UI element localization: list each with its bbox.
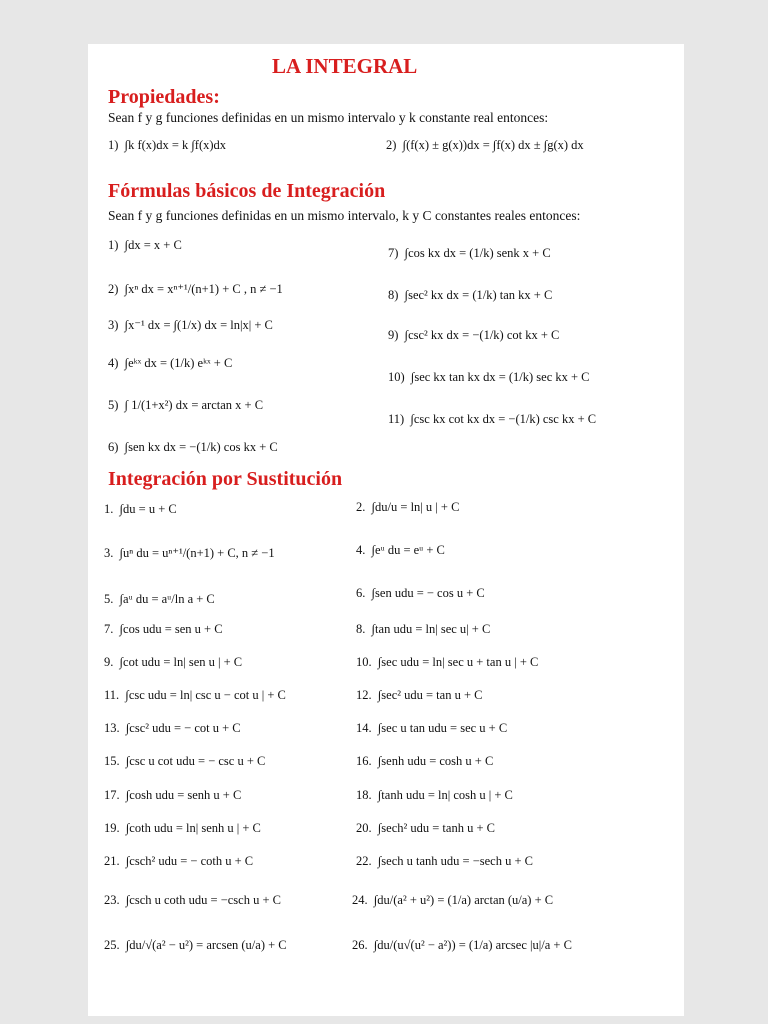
formula-sust-26: 26. ∫du/(u√(u² − a²)) = (1/a) arcsec |u|/a + C <box>352 938 572 952</box>
formula-sust-21: 21. ∫csch² udu = − coth u + C <box>104 854 254 868</box>
formula-sust-12: 12. ∫sec² udu = tan u + C <box>356 688 483 702</box>
formula-sust-19: 19. ∫coth udu = ln| senh u | + C <box>104 821 261 835</box>
formula-sust-10: 10. ∫sec udu = ln| sec u + tan u | + C <box>356 655 539 669</box>
formula-basica-1: 1) ∫dx = x + C <box>108 238 182 252</box>
formula-sust-22: 22. ∫sech u tanh udu = −sech u + C <box>356 854 533 868</box>
formula-sust-8: 8. ∫tan udu = ln| sec u| + C <box>356 622 491 636</box>
formula-sust-13: 13. ∫csc² udu = − cot u + C <box>104 721 241 735</box>
formula-sust-11: 11. ∫csc udu = ln| csc u − cot u | + C <box>104 688 286 702</box>
formula-basica-9: 9) ∫csc² kx dx = −(1/k) cot kx + C <box>388 328 560 342</box>
formula-sust-17: 17. ∫cosh udu = senh u + C <box>104 788 242 802</box>
formula-sust-20: 20. ∫sech² udu = tanh u + C <box>356 821 495 835</box>
intro-formulas-basicas: Sean f y g funciones definidas en un mismo intervalo, k y C constantes reales entonces: <box>108 208 581 223</box>
formula-prop-2: 2) ∫(f(x) ± g(x))dx = ∫f(x) dx ± ∫g(x) dx <box>386 138 584 152</box>
formula-prop-1: 1) ∫k f(x)dx = k ∫f(x)dx <box>108 138 227 152</box>
formula-basica-8: 8) ∫sec² kx dx = (1/k) tan kx + C <box>388 288 553 302</box>
formula-sust-24: 24. ∫du/(a² + u²) = (1/a) arctan (u/a) + C <box>352 893 554 907</box>
formula-basica-7: 7) ∫cos kx dx = (1/k) senk x + C <box>388 246 551 260</box>
formula-basica-3: 3) ∫x⁻¹ dx = ∫(1/x) dx = ln|x| + C <box>108 318 273 332</box>
document-title: LA INTEGRAL <box>272 54 418 78</box>
formula-basica-11: 11) ∫csc kx cot kx dx = −(1/k) csc kx + C <box>388 412 597 426</box>
formula-sust-5: 5. ∫aᵘ du = aᵘ/ln a + C <box>104 592 215 606</box>
formula-sust-18: 18. ∫tanh udu = ln| cosh u | + C <box>356 788 513 802</box>
formula-basica-4: 4) ∫eᵏˣ dx = (1/k) eᵏˣ + C <box>108 356 233 370</box>
formula-sust-4: 4. ∫eᵘ du = eᵘ + C <box>356 543 445 557</box>
formula-sust-6: 6. ∫sen udu = − cos u + C <box>356 586 485 600</box>
formula-sust-9: 9. ∫cot udu = ln| sen u | + C <box>104 655 243 669</box>
formula-sust-14: 14. ∫sec u tan udu = sec u + C <box>356 721 508 735</box>
intro-propiedades: Sean f y g funciones definidas en un mismo intervalo y k constante real entonces: <box>108 110 549 125</box>
formula-sust-23: 23. ∫csch u coth udu = −csch u + C <box>104 893 281 907</box>
formula-sust-2: 2. ∫du/u = ln| u | + C <box>356 500 460 514</box>
formula-sust-16: 16. ∫senh udu = cosh u + C <box>356 754 494 768</box>
formula-sust-15: 15. ∫csc u cot udu = − csc u + C <box>104 754 266 768</box>
formula-sust-7: 7. ∫cos udu = sen u + C <box>104 622 223 636</box>
formula-sust-25: 25. ∫du/√(a² − u²) = arcsen (u/a) + C <box>104 938 287 952</box>
formula-sust-3: 3. ∫uⁿ du = uⁿ⁺¹/(n+1) + C, n ≠ −1 <box>104 546 275 560</box>
formula-basica-10: 10) ∫sec kx tan kx dx = (1/k) sec kx + C <box>388 370 590 384</box>
formula-basica-2: 2) ∫xⁿ dx = xⁿ⁺¹/(n+1) + C , n ≠ −1 <box>108 282 283 296</box>
heading-formulas-basicas: Fórmulas básicos de Integración <box>108 180 386 202</box>
heading-propiedades: Propiedades: <box>108 86 220 108</box>
formula-basica-5: 5) ∫ 1/(1+x²) dx = arctan x + C <box>108 398 264 412</box>
heading-sustitucion: Integración por Sustitución <box>108 468 343 490</box>
formula-basica-6: 6) ∫sen kx dx = −(1/k) cos kx + C <box>108 440 278 454</box>
formula-sust-1: 1. ∫du = u + C <box>104 502 177 516</box>
